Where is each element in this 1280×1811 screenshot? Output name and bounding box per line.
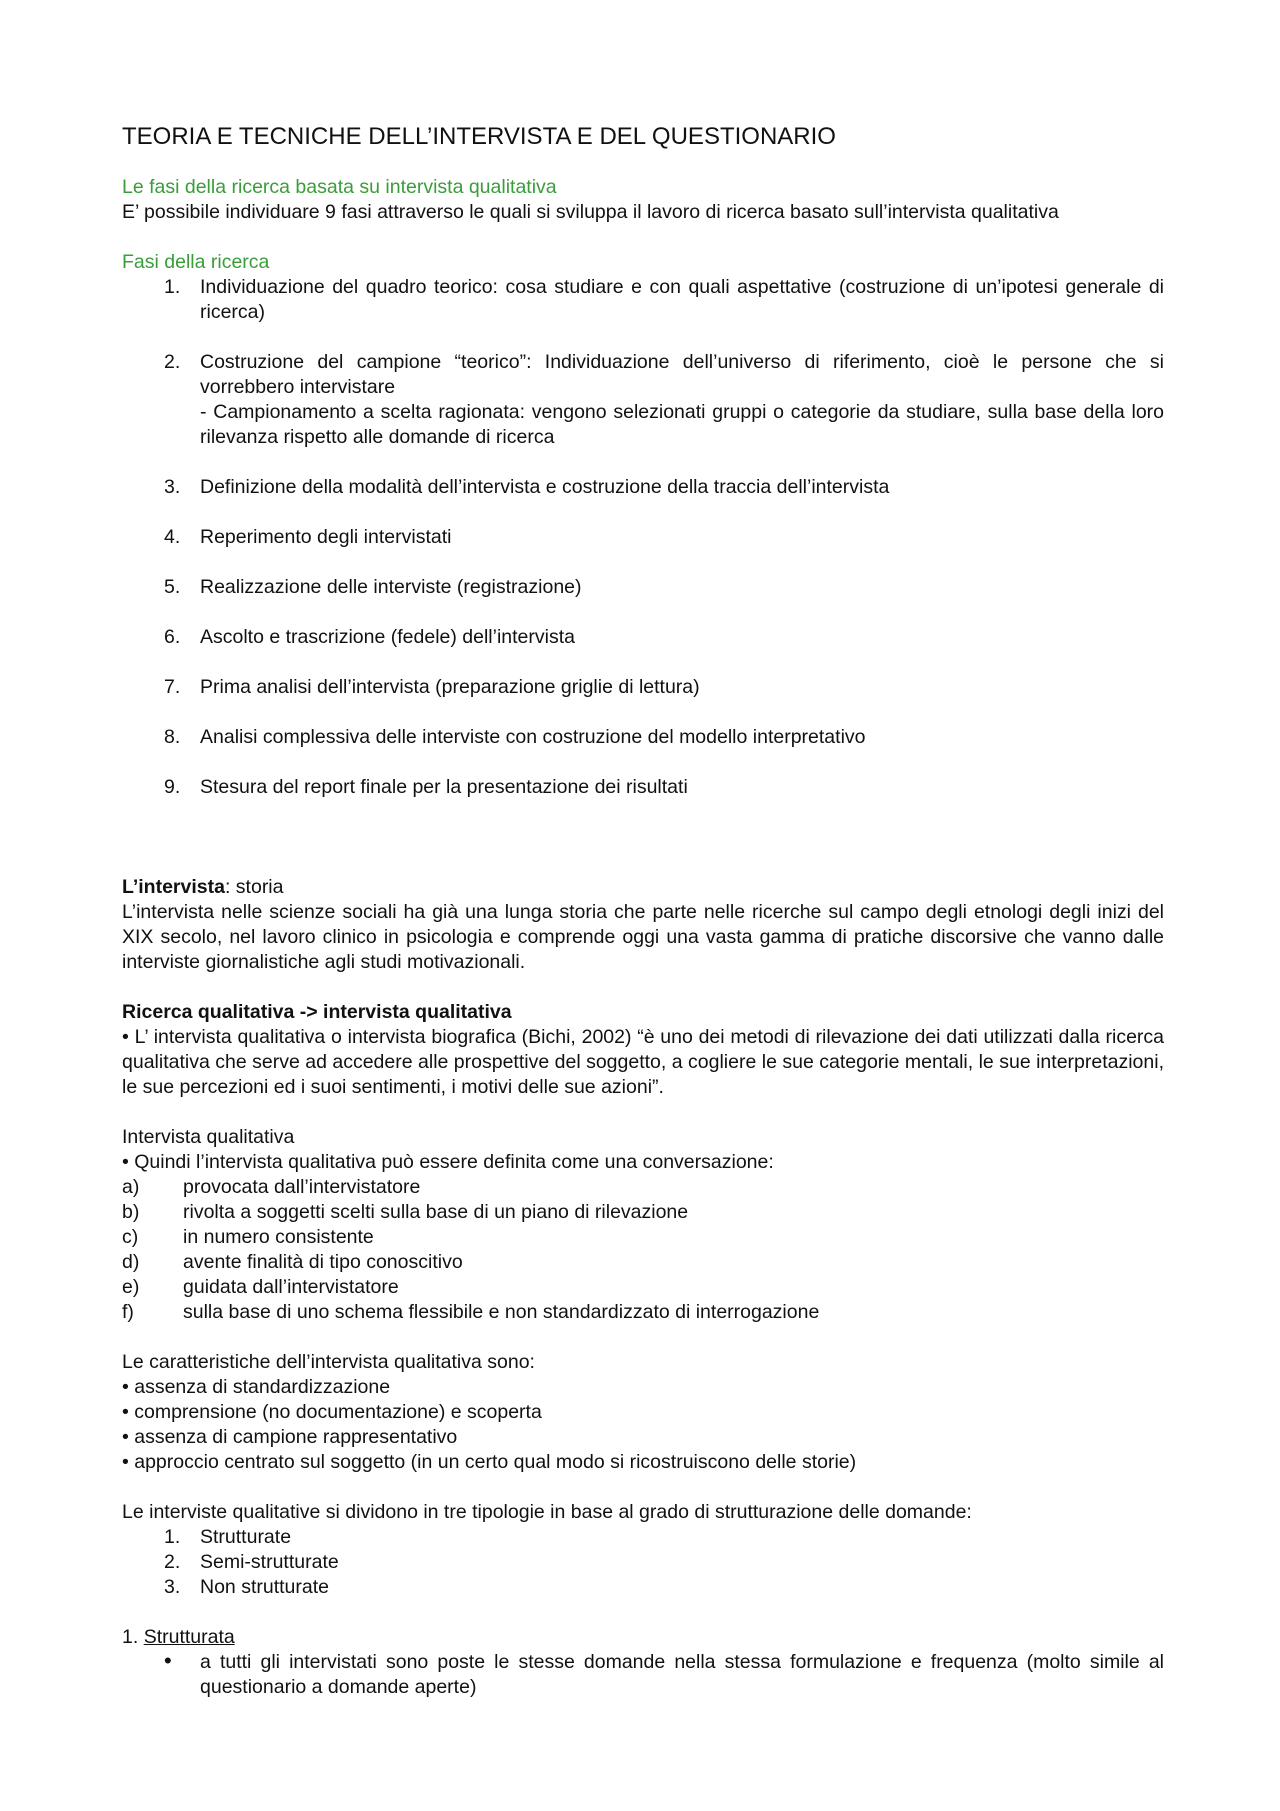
caratteristiche-item: • assenza di standardizzazione xyxy=(122,1376,391,1398)
phase-text: Reperimento degli intervistati xyxy=(200,526,452,548)
strutturata-prefix: 1. xyxy=(122,1626,144,1648)
phase-item xyxy=(122,675,1164,700)
list-item xyxy=(122,1200,1164,1225)
caratteristiche-intro: Le caratteristiche dell’intervista qualitativa sono: xyxy=(122,1351,535,1373)
phase-item xyxy=(122,575,1164,600)
phase-number: 1. xyxy=(164,276,181,298)
phase-number: 6. xyxy=(164,626,181,648)
phase-number: 3. xyxy=(164,476,181,498)
phase-text: Costruzione del campione “teorico”: Individuazione dell’universo di riferimento, cioè le persone che si vorrebbero intervistare xyxy=(200,351,1164,398)
phase-item xyxy=(122,725,1164,750)
storia-text: L’intervista nelle scienze sociali ha già una lunga storia che parte nelle ricerche sul campo degli etnologi degli inizi del XIX secolo, nel lavoro clinico in psicologia e comprende oggi una vasta gamma di pratiche discorsive che vanno dalle interviste giornalistiche agli studi motivazionali. xyxy=(122,901,1164,973)
phase-text: Ascolto e trascrizione (fedele) dell’intervista xyxy=(200,626,575,648)
tipologia-number: 2. xyxy=(164,1551,181,1573)
list-letter: a) xyxy=(122,1176,140,1198)
list-item xyxy=(122,1300,1164,1325)
bullet-item xyxy=(122,1650,1164,1700)
strutturata-heading-text: Strutturata xyxy=(143,1626,235,1648)
section-heading-fasi-ricerca-qualitativa: Le fasi della ricerca basata su intervista qualitativa xyxy=(122,176,557,198)
storia-heading-bold: L’intervista xyxy=(122,876,225,898)
caratteristiche-item: • approccio centrato sul soggetto (in un certo qual modo si ricostruiscono delle storie) xyxy=(122,1451,857,1473)
phase-number: 5. xyxy=(164,576,181,598)
ricerca-text: • L’ intervista qualitativa o intervista biografica (Bichi, 2002) “è uno dei metodi di rilevazione dei dati utilizzati dalla ricerca qualitativa che serve ad accedere alle prospettive del soggetto, a cogliere le sue categorie mentali, le sue interpretazioni, le sue percezioni ed i suoi sentimenti, i motivi delle sue azioni”. xyxy=(122,1026,1164,1098)
tipologia-text: Semi-strutturate xyxy=(200,1551,339,1573)
phase-number: 8. xyxy=(164,726,181,748)
tipologia-number: 1. xyxy=(164,1526,181,1548)
phase-text: Realizzazione delle interviste (registrazione) xyxy=(200,576,582,598)
phase-number: 2. xyxy=(164,351,181,373)
storia-heading xyxy=(122,875,1164,900)
list-letter: e) xyxy=(122,1276,140,1298)
caratteristiche-item: • assenza di campione rappresentativo xyxy=(122,1426,458,1448)
caratteristiche-item: • comprensione (no documentazione) e scoperta xyxy=(122,1401,542,1423)
tipologia-item xyxy=(122,1525,1164,1550)
phase-item xyxy=(122,525,1164,550)
strutturata-list xyxy=(122,1650,1164,1700)
phase-item xyxy=(122,625,1164,650)
phase-number: 7. xyxy=(164,676,181,698)
phase-extra-text: - Campionamento a scelta ragionata: vengono selezionati gruppi o categorie da studiare, sulla base della loro rilevanza rispetto alle domande di ricerca xyxy=(200,401,1164,448)
list-item xyxy=(122,1250,1164,1275)
tipologia-number: 3. xyxy=(164,1576,181,1598)
list-text: provocata dall’intervistatore xyxy=(183,1176,421,1198)
document-title: TEORIA E TECNICHE DELL’INTERVISTA E DEL QUESTIONARIO xyxy=(122,123,836,150)
ricerca-heading: Ricerca qualitativa -> intervista qualitativa xyxy=(122,1001,512,1023)
phase-number: 9. xyxy=(164,776,181,798)
phase-text: Stesura del report finale per la presentazione dei risultati xyxy=(200,776,688,798)
phase-text: Prima analisi dell’intervista (preparazione griglie di lettura) xyxy=(200,676,700,698)
tipologia-text: Non strutturate xyxy=(200,1576,329,1598)
list-letter: c) xyxy=(122,1226,139,1248)
phase-item xyxy=(122,475,1164,500)
list-text: avente finalità di tipo conoscitivo xyxy=(183,1251,463,1273)
tipologie-list xyxy=(122,1525,1164,1600)
phases-heading: Fasi della ricerca xyxy=(122,251,270,273)
phase-item xyxy=(122,350,1164,450)
list-letter: f) xyxy=(122,1301,134,1323)
phase-item xyxy=(122,775,1164,800)
bullet-icon: • xyxy=(164,1648,172,1673)
tipologia-item xyxy=(122,1550,1164,1575)
list-text: in numero consistente xyxy=(183,1226,374,1248)
storia-heading-rest: : storia xyxy=(224,876,284,898)
bullet-text: a tutti gli intervistati sono poste le stesse domande nella stessa formulazione e frequenza (molto simile al questionario a domande aperte) xyxy=(200,1651,1164,1698)
definizione-heading: Intervista qualitativa xyxy=(122,1126,295,1148)
tipologia-item xyxy=(122,1575,1164,1600)
phase-text: Individuazione del quadro teorico: cosa studiare e con quali aspettative (costruzione di un’ipotesi generale di ricerca) xyxy=(200,276,1164,323)
list-letter: d) xyxy=(122,1251,140,1273)
section-intro-text: E’ possibile individuare 9 fasi attraverso le quali si sviluppa il lavoro di ricerca basato sull’intervista qualitativa xyxy=(122,201,1059,223)
phase-item xyxy=(122,275,1164,325)
definizione-list xyxy=(122,1175,1164,1325)
tipologie-intro: Le interviste qualitative si dividono in tre tipologie in base al grado di strutturazione delle domande: xyxy=(122,1501,972,1523)
phase-text: Analisi complessiva delle interviste con costruzione del modello interpretativo xyxy=(200,726,866,748)
list-text: rivolta a soggetti scelti sulla base di un piano di rilevazione xyxy=(183,1201,689,1223)
list-item xyxy=(122,1175,1164,1200)
tipologia-text: Strutturate xyxy=(200,1526,292,1548)
list-letter: b) xyxy=(122,1201,140,1223)
phases-list xyxy=(122,275,1164,800)
phase-number: 4. xyxy=(164,526,181,548)
list-item xyxy=(122,1225,1164,1250)
list-text: sulla base di uno schema flessibile e non standardizzato di interrogazione xyxy=(183,1301,820,1323)
list-text: guidata dall’intervistatore xyxy=(183,1276,399,1298)
phase-text: Definizione della modalità dell’intervista e costruzione della traccia dell’intervista xyxy=(200,476,890,498)
definizione-intro: • Quindi l’intervista qualitativa può essere definita come una conversazione: xyxy=(122,1151,774,1173)
strutturata-heading xyxy=(122,1625,1164,1650)
list-item xyxy=(122,1275,1164,1300)
